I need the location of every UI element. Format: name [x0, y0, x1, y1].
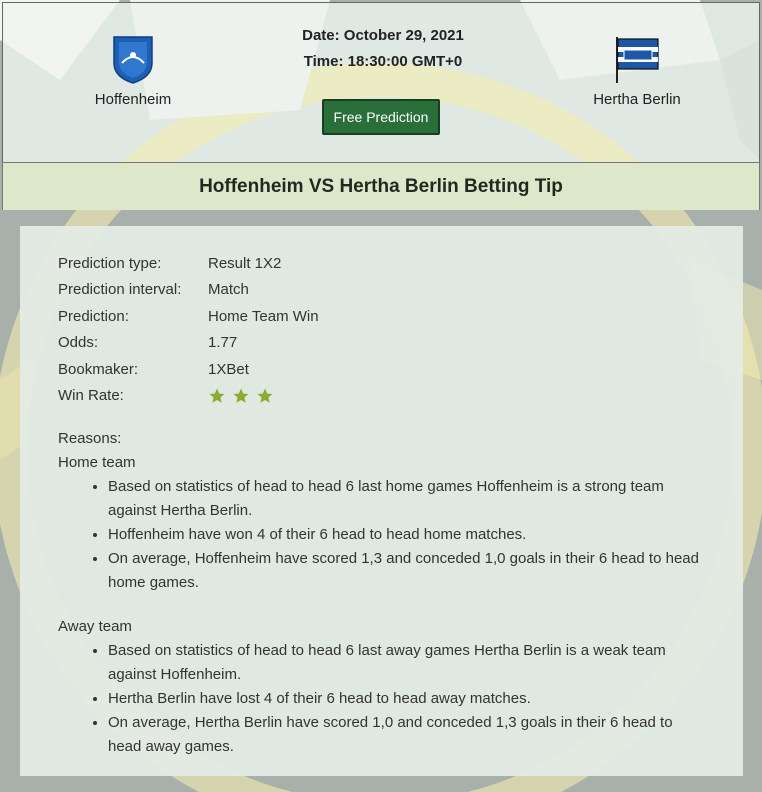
away-team-label: Away team	[58, 618, 132, 635]
detail-label: Bookmaker:	[58, 360, 139, 378]
match-date: Date: October 29, 2021	[302, 27, 464, 44]
tip-title-bar	[2, 162, 760, 210]
prediction-details	[58, 250, 319, 409]
list-item: • On average, Hoffenheim have scored 1,3 and conceded 1,0 goals in their 6 head to head home games.	[108, 547, 705, 595]
detail-value: 1XBet	[208, 360, 249, 378]
detail-value: Match	[208, 281, 249, 299]
away-team[interactable]	[547, 33, 727, 108]
list-item: • Based on statistics of head to head 6 last away games Hertha Berlin is a weak team against Hoffenheim.	[108, 639, 705, 687]
away-reasons-list	[58, 639, 705, 759]
detail-label: Prediction type:	[58, 254, 162, 272]
star-icon	[232, 387, 250, 405]
list-item: • Hertha Berlin have lost 4 of their 6 head to head away matches.	[108, 687, 705, 711]
home-team-name: Hoffenheim	[94, 91, 172, 108]
detail-row	[58, 277, 319, 304]
detail-label: Odds:	[58, 334, 99, 352]
reasons-label: Reasons:	[58, 430, 122, 447]
prediction-card	[20, 226, 743, 776]
star-icon	[208, 387, 226, 405]
list-item: • On average, Hertha Berlin have scored 1,0 and conceded 1,3 goals in their 6 head to head away games.	[108, 711, 705, 759]
detail-value: Home Team Win	[208, 307, 319, 325]
tip-title: Hoffenheim VS Hertha Berlin Betting Tip	[199, 175, 563, 197]
win-rate-stars	[208, 387, 274, 405]
list-item: • Based on statistics of head to head 6 last home games Hoffenheim is a strong team against Hertha Berlin.	[108, 475, 705, 523]
detail-row	[58, 250, 319, 277]
home-team[interactable]	[43, 33, 223, 108]
list-item: • Hoffenheim have won 4 of their 6 head to head home matches.	[108, 523, 705, 547]
detail-value: Result 1X2	[208, 254, 282, 272]
win-rate-label: Win Rate:	[58, 387, 124, 405]
detail-label: Prediction interval:	[58, 281, 182, 299]
hertha-flag-icon	[611, 33, 663, 85]
detail-row	[58, 330, 319, 357]
home-reasons-list	[58, 475, 705, 595]
home-team-label: Home team	[58, 454, 136, 471]
win-rate-value	[208, 383, 319, 410]
detail-row	[58, 303, 319, 330]
free-prediction-button[interactable]: Free Prediction	[322, 99, 440, 135]
match-time: Time: 18:30:00 GMT+0	[303, 53, 463, 70]
away-team-name: Hertha Berlin	[593, 91, 681, 108]
hoffenheim-crest-icon	[110, 33, 156, 85]
star-icon	[256, 387, 274, 405]
detail-label: Prediction:	[58, 307, 129, 325]
match-header	[2, 2, 760, 162]
detail-value: 1.77	[208, 334, 238, 352]
detail-row	[58, 356, 319, 383]
match-info	[233, 27, 533, 79]
detail-row	[58, 383, 319, 410]
